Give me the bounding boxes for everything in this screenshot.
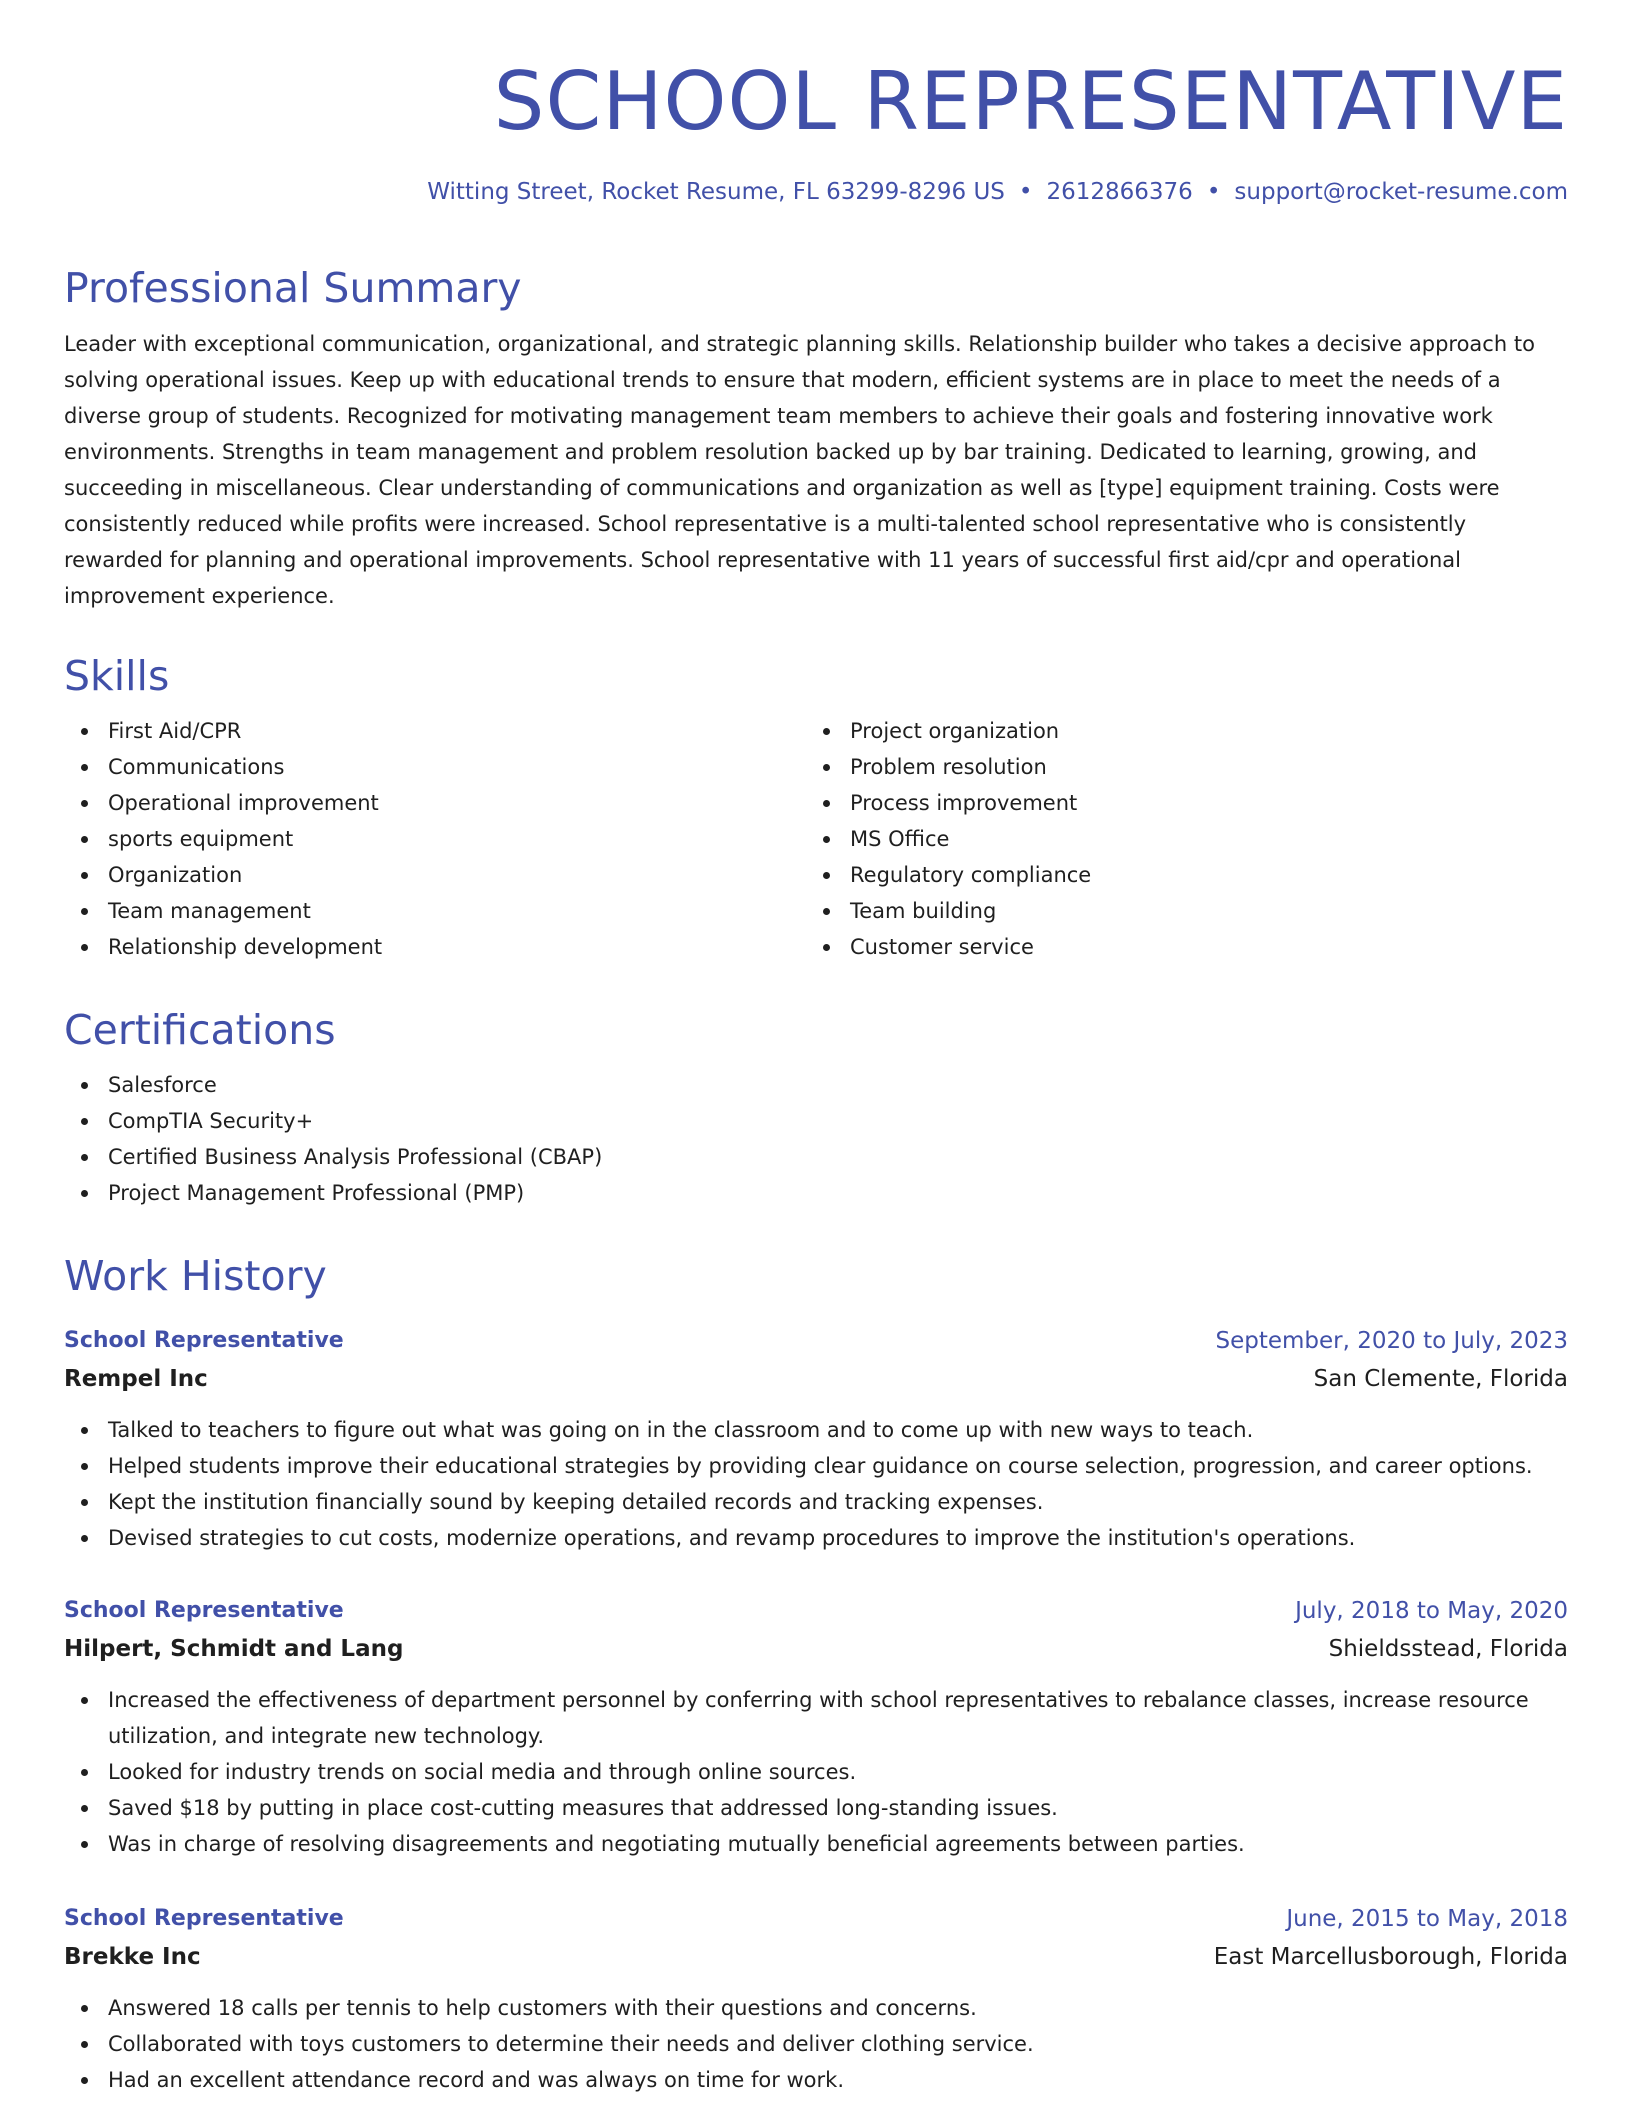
skill-item: Customer service: [806, 929, 1548, 965]
contact-separator: •: [1018, 179, 1033, 205]
job-company: Hilpert, Schmidt and Lang: [64, 1636, 404, 1662]
skill-item: Problem resolution: [806, 749, 1548, 785]
job-location: East Marcellusborough, Florida: [1213, 1944, 1568, 1970]
job-header-row: [64, 1322, 1568, 1360]
skill-item: Team management: [64, 893, 806, 929]
contact-email[interactable]: support@rocket-resume.com: [1234, 179, 1568, 205]
contact-phone: 2612866376: [1046, 179, 1193, 205]
resume-name: SCHOOL REPRESENTATIVE: [493, 55, 1568, 148]
skill-item: First Aid/CPR: [64, 713, 806, 749]
job-company-row: [64, 1938, 1568, 1976]
contact-line: [64, 176, 1568, 208]
skills-columns: [64, 713, 1568, 965]
skill-item: Organization: [64, 857, 806, 893]
job-title: School Representative: [64, 1906, 344, 1931]
skills-list-right: [806, 713, 1548, 965]
job-bullet: Kept the institution financially sound by keeping detailed records and tracking expenses.: [64, 1484, 1568, 1520]
job-bullet: Collaborated with toys customers to determine their needs and deliver clothing service.: [64, 2026, 1568, 2062]
job-dates: September, 2020 to July, 2023: [1215, 1328, 1568, 1354]
job-company: Brekke Inc: [64, 1944, 201, 1970]
skills-section: [64, 650, 1568, 965]
job-bullet: Answered 18 calls per tennis to help customers with their questions and concerns.: [64, 1990, 1568, 2026]
summary-text: Leader with exceptional communication, organizational, and strategic planning skills. Relationship builder who takes a decisive approach to solving operational issues. Keep up with educational trends to ensure that modern, efficient systems are in place to meet the needs of a diverse group of students. Recognized for motivating management team members to achieve their goals and fostering innovative work environments. Strengths in team management and problem resolution backed up by bar training. Dedicated to learning, growing, and succeeding in miscellaneous. Clear understanding of communications and organization as well as [type] equipment training. Costs were consistently reduced while profits were increased. School representative is a multi-talented school representative who is consistently rewarded for planning and operational improvements. School representative with 11 years of successful first aid/cpr and operational improvement experience.: [64, 332, 1535, 608]
job-location: San Clemente, Florida: [1313, 1366, 1568, 1392]
certification-item: Salesforce: [64, 1067, 1568, 1103]
skill-item: Relationship development: [64, 929, 806, 965]
job-bullet: Saved $18 by putting in place cost-cutting measures that addressed long-standing issues.: [64, 1790, 1568, 1826]
skill-item: sports equipment: [64, 821, 806, 857]
job-title: School Representative: [64, 1598, 344, 1623]
job-company-row: [64, 1360, 1568, 1398]
job-bullet: Had an excellent attendance record and was always on time for work.: [64, 2062, 1568, 2098]
skill-item: Regulatory compliance: [806, 857, 1548, 893]
skill-item: Operational improvement: [64, 785, 806, 821]
skill-item: Project organization: [806, 713, 1548, 749]
contact-separator: •: [1206, 179, 1221, 205]
job-entry: [64, 1592, 1568, 1862]
skill-item: Process improvement: [806, 785, 1548, 821]
skill-item: Communications: [64, 749, 806, 785]
job-bullet: Devised strategies to cut costs, modernize operations, and revamp procedures to improve the institution's operations.: [64, 1520, 1568, 1556]
certification-item: Project Management Professional (PMP): [64, 1175, 1568, 1211]
job-bullets: [64, 1412, 1568, 1556]
job-dates: July, 2018 to May, 2020: [1295, 1598, 1568, 1624]
job-entry: [64, 1322, 1568, 1556]
job-title: School Representative: [64, 1328, 344, 1353]
job-location: Shieldsstead, Florida: [1328, 1636, 1568, 1662]
certification-item: Certified Business Analysis Professional (CBAP): [64, 1139, 1568, 1175]
job-bullets: [64, 1682, 1568, 1862]
resume-header: [64, 52, 1568, 208]
contact-address: Witting Street, Rocket Resume, FL 63299-8296 US: [427, 179, 1005, 205]
certifications-heading: Certifications: [64, 1006, 336, 1054]
job-bullet: Was in charge of resolving disagreements and negotiating mutually beneficial agreements between parties.: [64, 1826, 1568, 1862]
skill-item: MS Office: [806, 821, 1548, 857]
certifications-section: [64, 1004, 1568, 1211]
job-bullet: Looked for industry trends on social media and through online sources.: [64, 1754, 1568, 1790]
job-header-row: [64, 1900, 1568, 1938]
job-header-row: [64, 1592, 1568, 1630]
work-history-heading: Work History: [64, 1252, 327, 1300]
skill-item: Team building: [806, 893, 1548, 929]
summary-heading: Professional Summary: [64, 264, 522, 312]
certifications-list: [64, 1067, 1568, 1211]
job-company-row: [64, 1630, 1568, 1668]
job-bullet: Talked to teachers to figure out what was going on in the classroom and to come up with new ways to teach.: [64, 1412, 1568, 1448]
certification-item: CompTIA Security+: [64, 1103, 1568, 1139]
work-history-section: [64, 1250, 1568, 1302]
summary-section: [64, 262, 1568, 614]
job-bullet: Increased the effectiveness of department personnel by conferring with school representatives to rebalance classes, increase resource utilization, and integrate new technology.: [64, 1682, 1568, 1754]
skills-heading: Skills: [64, 652, 170, 700]
job-company: Rempel Inc: [64, 1366, 208, 1392]
job-bullets: [64, 1990, 1568, 2098]
skills-list-left: [64, 713, 806, 965]
job-entry: [64, 1900, 1568, 2098]
job-bullet: Helped students improve their educational strategies by providing clear guidance on course selection, progression, and career options.: [64, 1448, 1568, 1484]
job-dates: June, 2015 to May, 2018: [1286, 1906, 1568, 1932]
